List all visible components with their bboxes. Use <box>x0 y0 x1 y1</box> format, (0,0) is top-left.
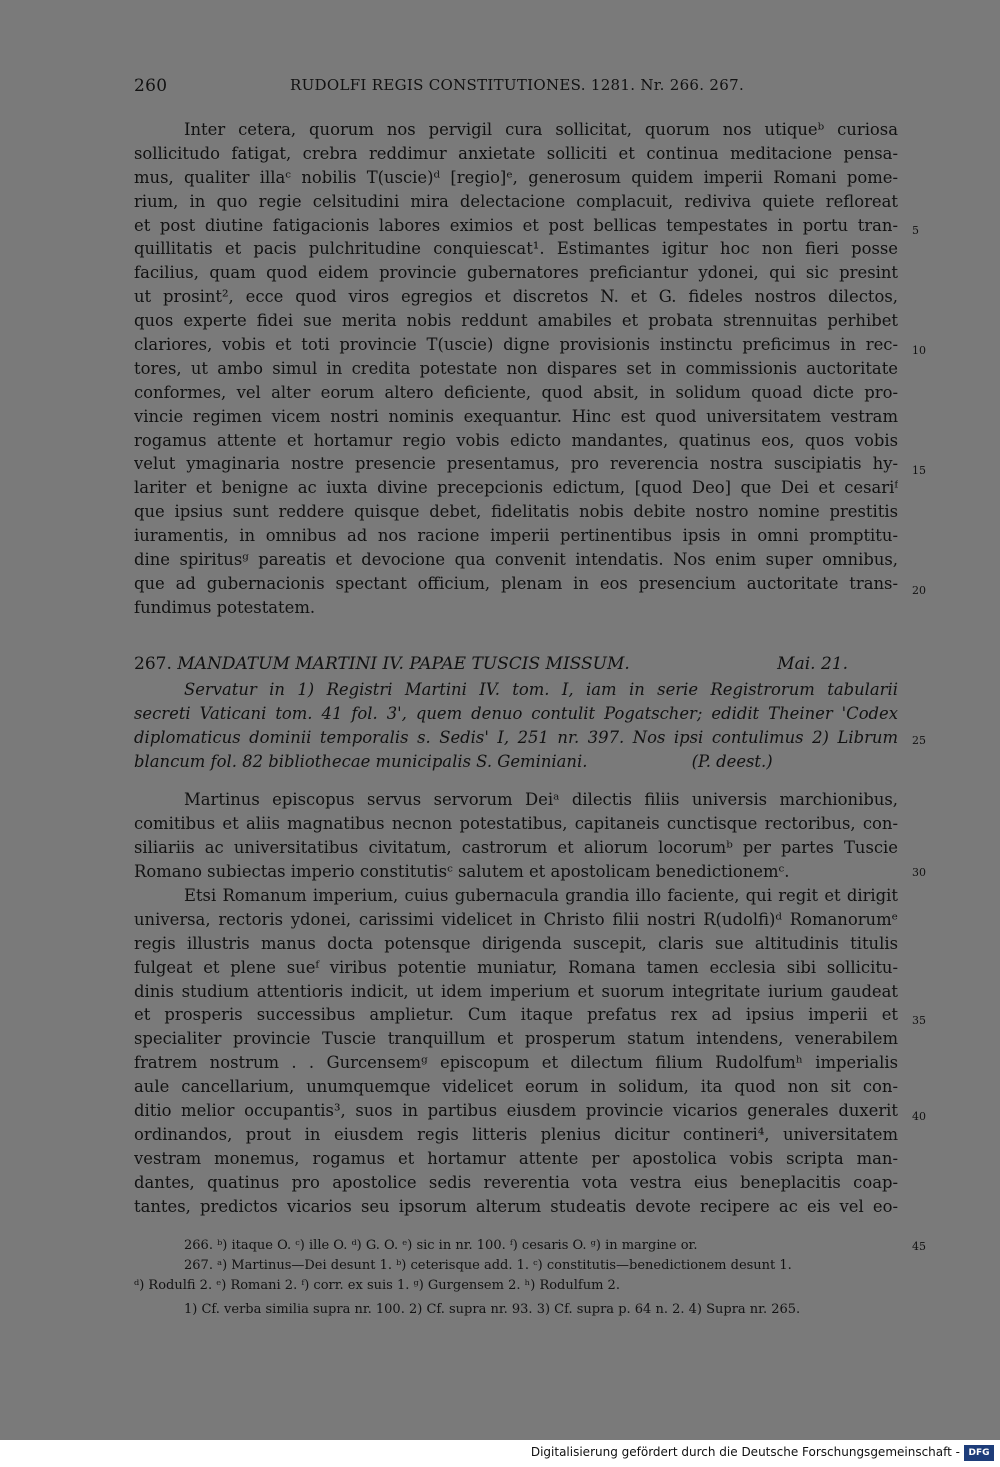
text-line: dine spiritusᵍ pareatis et devocione qua convenit intendatis. Nos enim super omnibus, <box>134 550 898 570</box>
text-line: dantes, quatinus pro apostolice sedis reverentia vota vestra eius beneplacitis coap- <box>134 1172 898 1192</box>
line-number: 35 <box>912 1014 926 1027</box>
doc-number: 267. <box>134 654 172 674</box>
footnote-267-a: 267. ᵃ) Martinus—Dei desunt 1. ᵇ) ceterisque add. 1. ᶜ) constitutis—benedictionem desunt 1. <box>184 1258 792 1273</box>
text-line: Inter cetera, quorum nos pervigil cura sollicitat, quorum nos utiqueᵇ curiosa <box>184 120 898 139</box>
text-line: ordinandos, prout in eiusdem regis litteris plenius dicitur contineri⁴, universitatem <box>134 1124 898 1144</box>
text-line: ut prosint², ecce quod viros egregios et discretos N. et G. fideles nostros dilectos, <box>134 287 898 307</box>
text-line: fratrem nostrum . . Gurcensemᵍ episcopum et dilectum filium Rudolfumʰ imperialis <box>134 1053 898 1073</box>
line-number: 20 <box>912 584 926 597</box>
text-line: quos experte fidei sue merita nobis reddunt amabiles et probata strennuitas perhibet <box>134 311 898 331</box>
doc-267-body <box>134 884 898 1218</box>
funding-credit: Digitalisierung gefördert durch die Deutsche Forschungsgemeinschaft - <box>530 1445 960 1459</box>
line-number: 40 <box>912 1110 926 1123</box>
line-number: 15 <box>912 464 926 477</box>
note-line: diplomaticus dominii temporalis s. Sedis' I, 251 nr. 397. Nos ipsi contulimus 2) Librum <box>134 727 898 747</box>
text-line: universa, rectoris ydonei, carissimi videlicet in Christo filii nostri R(udolfi)ᵈ Romanorumᵉ <box>134 909 898 929</box>
text-line: fundimus potestatem. <box>134 597 316 617</box>
text-line: rium, in quo regie celsitudini mira delectacione complacuit, rediviva quiete refloreat <box>134 191 898 211</box>
text-line: siliariis ac universitatibus civitatum, castrorum et aliorum locorumᵇ per partes Tuscie <box>134 837 898 857</box>
text-line: sollicitudo fatigat, crebra reddimur anxietate solliciti et continua meditacione pensa- <box>134 143 898 163</box>
text-line: que ad gubernacionis spectant officium, plenam in eos presencium auctoritate trans- <box>134 573 898 593</box>
doc-267-heading <box>134 652 898 676</box>
text-line: velut ymaginaria nostre presencie presentamus, pro reverencia nostra suscipiatis hy- <box>134 454 898 474</box>
text-line: fulgeat et plene sueᶠ viribus potentie muniatur, Romana tamen ecclesia sibi sollicitu- <box>134 957 898 977</box>
doc-date: Mai. 21. <box>777 654 848 674</box>
text-line: Romano subiectas imperio constitutisᶜ salutem et apostolicam benedictionemᶜ. <box>134 861 790 881</box>
text-line: conformes, vel alter eorum altero deficiente, quod absit, in solidum quoad dicte pro- <box>134 382 898 402</box>
text-line: que ipsius sunt reddere quisque debet, fidelitatis nobis debite nostro nomine prestitis <box>134 502 898 522</box>
doc-title: MANDATUM MARTINI IV. PAPAE TUSCIS MISSUM. <box>177 654 630 674</box>
text-line: mus, qualiter illaᶜ nobilis T(uscie)ᵈ [regio]ᵉ, generosum quidem imperii Romani pome- <box>134 167 898 187</box>
note-line: blancum fol. 82 bibliothecae municipalis S. Geminiani. (P. deest.) <box>134 751 773 771</box>
text-line: specialiter provincie Tuscie tranquillum et prosperum statum intendens, venerabilem <box>134 1029 898 1049</box>
line-number: 10 <box>912 344 926 357</box>
text-line: facilius, quam quod eidem provincie gubernatores preficiantur ydonei, qui sic presint <box>134 263 898 283</box>
text-line: vincie regimen vicem nostri nominis exequantur. Hinc est quod universitatem vestram <box>134 406 898 426</box>
text-line: lariter et benigne ac iuxta divine precepcionis edictum, [quod Deo] que Dei et cesariᶠ <box>134 478 898 498</box>
doc-266-body <box>134 118 898 620</box>
note-line: Servatur in 1) Registri Martini IV. tom. I, iam in serie Registrorum tabularii <box>184 680 898 699</box>
line-number: 30 <box>912 866 926 879</box>
text-line: Etsi Romanum imperium, cuius gubernacula grandia illo faciente, qui regit et dirigit <box>184 886 898 905</box>
source-footnotes: 1) Cf. verba similia supra nr. 100. 2) Cf. supra nr. 93. 3) Cf. supra p. 64 n. 2. 4) Supra nr. 265. <box>184 1302 801 1317</box>
digitization-footer <box>0 1440 1000 1467</box>
text-line: aule cancellarium, unumquemque videlicet eorum in solidum, ita quod non sit con- <box>134 1077 898 1097</box>
note-line: secreti Vaticani tom. 41 fol. 3', quem denuo contulit Pogatscher; edidit Theiner 'Codex <box>134 703 898 723</box>
dfg-logo[interactable]: DFG <box>964 1445 994 1461</box>
text-line: Martinus episcopus servus servorum Deiᵃ dilectis filiis universis marchionibus, <box>184 790 898 809</box>
text-line: iuramentis, in omnibus ad nos racione imperii pertinentibus ipsis in omni promptitu- <box>134 526 898 546</box>
doc-267-address <box>134 788 898 884</box>
text-line: vestram monemus, rogamus et hortamur attente per apostolica vobis scripta man- <box>134 1148 898 1168</box>
text-line: quillitatis et pacis pulchritudine conquiescat¹. Estimantes igitur hoc non fieri posse <box>134 239 898 259</box>
footnotes <box>134 1236 898 1320</box>
line-number: 5 <box>912 224 919 237</box>
text-line: ditio melior occupantis³, suos in partibus eiusdem provincie vicarios generales duxerit <box>134 1101 898 1121</box>
text-line: regis illustris manus docta potensque dirigenda suscepit, claris sue altitudinis titulis <box>134 933 898 953</box>
footnote-266: 266. ᵇ) itaque O. ᶜ) ille O. ᵈ) G. O. ᵉ) sic in nr. 100. ᶠ) cesaris O. ᵍ) in margine or. <box>184 1238 698 1253</box>
line-number: 45 <box>912 1240 926 1253</box>
running-title: RUDOLFI REGIS CONSTITUTIONES. 1281. Nr. 266. 267. <box>290 76 745 94</box>
text-line: et prosperis successibus amplietur. Cum itaque prefatus rex ad ipsius imperii et <box>134 1005 898 1025</box>
text-line: dinis studium attentioris indicit, ut idem imperium et suorum integritate iurium gaudeat <box>134 981 898 1001</box>
text-line: tantes, predictos vicarios seu ipsorum alterum studeatis devote recipere ac eis vel eo- <box>134 1196 898 1216</box>
text-line: comitibus et aliis magnatibus necnon potestatibus, capitaneis cunctisque rectoribus, con- <box>134 813 898 833</box>
text-line: et post diutine fatigacionis labores eximios et post bellicas tempestates in portu tran- <box>134 215 898 235</box>
text-line: tores, ut ambo simul in credita potestate non dispares set in commissionis auctoritate <box>134 358 898 378</box>
doc-267-source-note <box>134 678 898 774</box>
footnote-267-b: ᵈ) Rodulfi 2. ᵉ) Romani 2. ᶠ) corr. ex suis 1. ᵍ) Gurgensem 2. ʰ) Rodulfum 2. <box>134 1278 620 1293</box>
text-line: rogamus attente et hortamur regio vobis edicto mandantes, quatinus eos, quos vobis <box>134 430 898 450</box>
line-number: 25 <box>912 734 926 747</box>
page-number: 260 <box>134 76 168 96</box>
text-line: clariores, vobis et toti provincie T(uscie) digne provisionis instinctu preficimus in rec- <box>134 335 898 355</box>
